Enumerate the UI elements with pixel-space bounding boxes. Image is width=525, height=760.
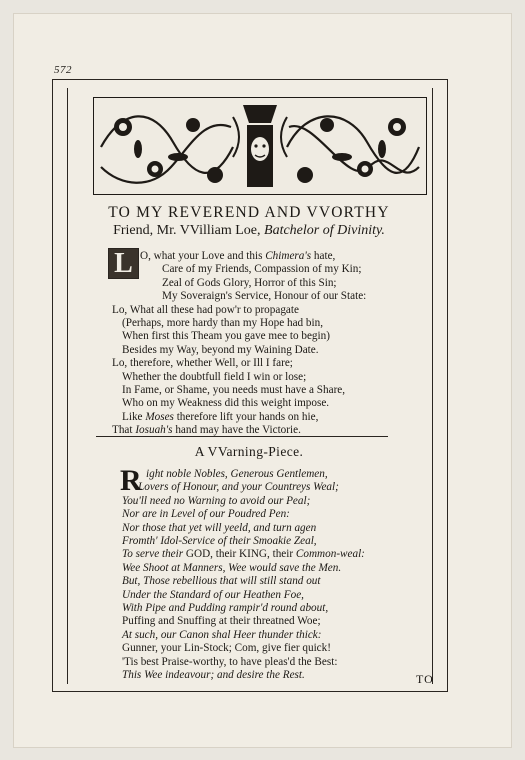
dedication-title-name: Friend, Mr. VVilliam Loe, <box>113 223 265 238</box>
poem-line-text: Gunner, your Lin-Stock; Com, give fier quick! <box>122 642 331 655</box>
poem-line-text: That <box>112 424 136 437</box>
poem-line <box>122 629 365 642</box>
poem-line-text-end: hand may have the Victorie. <box>172 424 301 437</box>
poem-line <box>122 495 365 508</box>
poem-line-text: But, Those rebellious that will still stand out <box>122 575 321 588</box>
poem-line-text: To serve their <box>122 548 186 561</box>
catchword: TO <box>416 672 434 686</box>
poem-line-text: This Wee indeavour; and desire the Rest. <box>122 669 305 682</box>
poem-line-text: Lo, What all these had pow'r to propagate <box>112 303 299 316</box>
dedication-title-line-1: TO MY REVEREND AND VVORTHY <box>108 204 390 221</box>
woodcut-ornament-band <box>93 97 427 195</box>
poem-line <box>112 411 366 424</box>
poem-line-text: Zeal of Gods Glory, Horror of this Sin; <box>162 276 337 289</box>
poem-line <box>140 263 366 276</box>
poem-line-text: O, what your Love and this <box>140 250 266 262</box>
poem-line <box>122 589 365 602</box>
poem-line-text: Whether the doubtfull field I win or lose; <box>122 370 307 383</box>
poem-line-text: GOD, their KING, their <box>185 548 294 561</box>
poem-line-text: Nor are in Level of our Poudred Pen: <box>122 508 290 521</box>
poem-line <box>112 371 366 384</box>
poem-line <box>122 656 365 669</box>
section-title: A VVarning-Piece. <box>194 444 304 459</box>
dedication-title-degree: Batchelor of Divinity. <box>264 223 385 238</box>
poem-line-text: Nor those that yet will yeeld, and turn agen <box>122 521 317 534</box>
poem-line-text: Lovers of Honour, <box>138 481 222 494</box>
section-divider <box>96 436 388 437</box>
warning-poem <box>122 468 365 683</box>
poem-line <box>122 562 365 575</box>
poem-line <box>112 397 366 410</box>
poem-line <box>122 575 365 588</box>
poem-line <box>140 250 366 263</box>
poem-line <box>122 508 365 521</box>
poem-line-italic: Iosuah's <box>135 424 173 437</box>
drop-cap-l: L <box>108 248 139 279</box>
poem-line-text: At such, our Canon shal Heer thunder thick: <box>122 628 322 641</box>
poem-line <box>112 317 366 330</box>
poem-line <box>134 468 365 481</box>
poem-line-text: Wee Shoot at Manners, Wee would save the Men. <box>122 561 342 574</box>
poem-line-text: and your Countreys Weal; <box>221 481 339 494</box>
poem-line <box>122 669 365 682</box>
page-number: 572 <box>54 64 72 76</box>
poem-line <box>122 602 365 615</box>
poem-line <box>122 615 365 628</box>
poem-line-text: Under the Standard of our Heathen Foe, <box>122 588 304 601</box>
poem-line-text-end: therefore lift your hands on hie, <box>173 410 319 423</box>
poem-line-text: Puffing and Snuffing at their threatned Woe; <box>122 615 321 628</box>
poem-line <box>140 277 366 290</box>
poem-line-text: Who on my Weakness did this weight impose. <box>122 397 330 410</box>
poem-line <box>122 535 365 548</box>
dedication-poem <box>112 250 367 438</box>
poem-line-text: ight noble Nobles, <box>146 468 231 480</box>
poem-line-text: You'll need no Warning to avoid our Peal; <box>122 494 311 507</box>
poem-line-text: Besides my Way, beyond my Waining Date. <box>122 343 319 356</box>
poem-line-italic: Chimera's <box>265 250 312 262</box>
drop-cap-r: R <box>120 464 142 497</box>
poem-line-text: With Pipe and Pudding rampir'd round about, <box>122 602 329 615</box>
poem-line <box>112 330 366 343</box>
poem-line-text: My Soveraign's Service, Honour of our State: <box>162 290 367 303</box>
poem-line-text: Care of my Friends, Compassion of my Kin; <box>162 263 362 276</box>
poem-line-text: In Fame, or Shame, you needs must have a Share, <box>122 384 346 397</box>
dedication-title-line-2 <box>67 223 431 239</box>
poem-line <box>122 642 365 655</box>
poem-line-text: Lo, therefore, whether Well, or Ill I fare; <box>112 357 293 370</box>
poem-line-italic: Moses <box>145 410 174 423</box>
poem-line-text: When first this Theam you gave mee to begin) <box>122 330 330 343</box>
poem-line <box>122 548 365 561</box>
poem-line <box>134 481 365 494</box>
poem-line-text: Like <box>122 410 146 423</box>
poem-line <box>112 357 366 370</box>
poem-line-text: Generous Gentlemen, <box>230 468 328 480</box>
poem-line <box>122 522 365 535</box>
poem-line-text-end: hate, <box>311 250 336 262</box>
poem-line <box>112 344 366 357</box>
poem-line-text: 'Tis best Praise-worthy, to have pleas'd the Best: <box>122 655 338 668</box>
poem-line <box>112 384 366 397</box>
poem-line <box>112 304 366 317</box>
poem-line-text: (Perhaps, more hardy than my Hope had bin, <box>122 317 324 330</box>
poem-line <box>140 290 366 303</box>
poem-line-text: Fromth' Idol-Service of their Smoakie Zeal, <box>122 535 317 548</box>
poem-line-text: Common-weal: <box>293 548 365 561</box>
